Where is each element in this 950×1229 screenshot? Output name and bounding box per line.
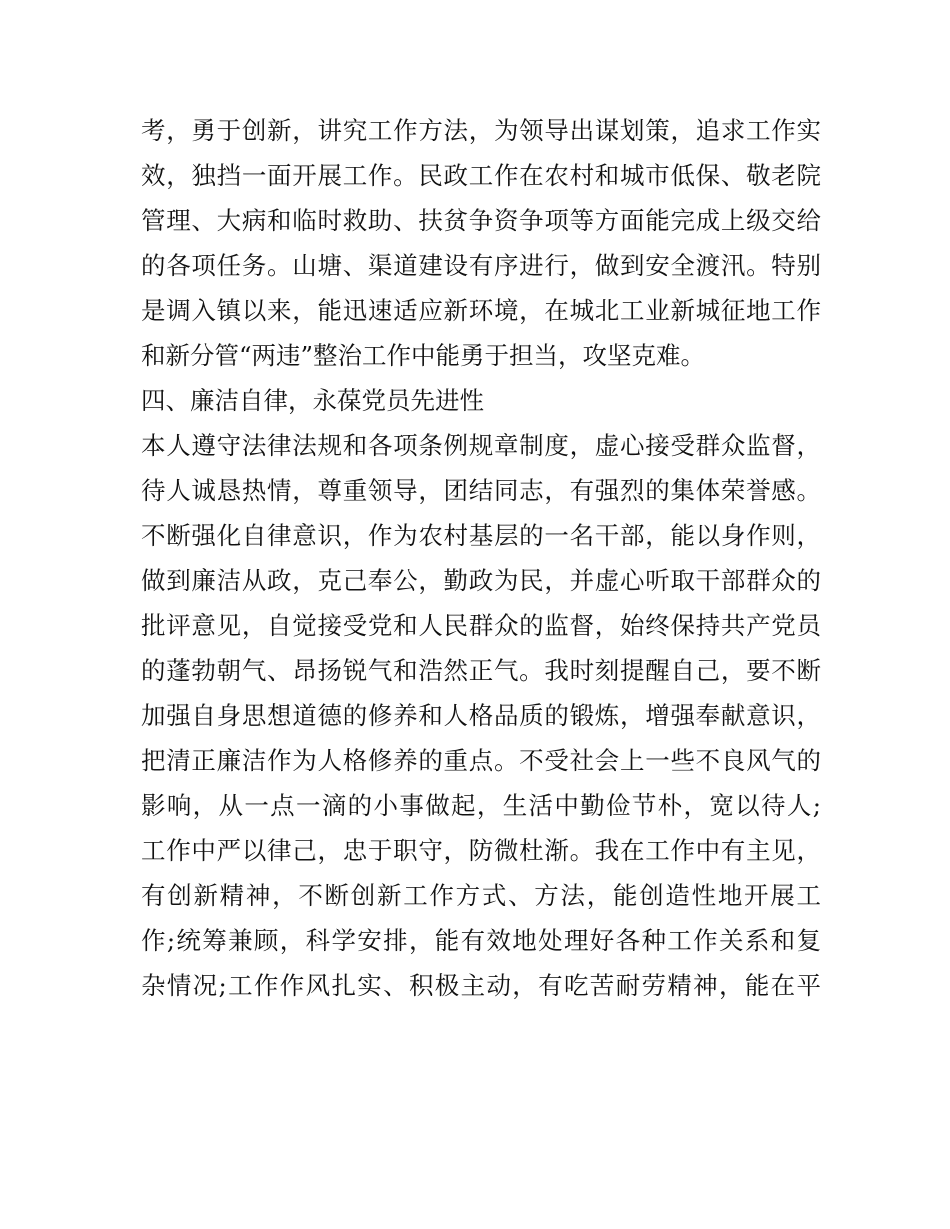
- paragraph-line: 本人遵守法律法规和各项条例规章制度，虚心接受群众监督，: [141, 431, 821, 460]
- paragraph-line: 作;统筹兼顾，科学安排，能有效地处理好各种工作关系和复: [141, 926, 821, 955]
- paragraph-continued: [141, 108, 821, 378]
- paragraph-line: 有创新精神，不断创新工作方式、方法，能创造性地开展工: [141, 881, 821, 910]
- paragraph-line: 杂情况;工作作风扎实、积极主动，有吃苦耐劳精神，能在平: [141, 971, 821, 1000]
- paragraph-line: 效，独挡一面开展工作。民政工作在农村和城市低保、敬老院: [141, 161, 821, 190]
- paragraph-line: 和新分管“两违”整治工作中能勇于担当，攻坚克难。: [141, 341, 706, 370]
- paragraph-line: 待人诚恳热情，尊重领导，团结同志，有强烈的集体荣誉感。: [141, 476, 821, 505]
- paragraph-line: 是调入镇以来，能迅速适应新环境，在城北工业新城征地工作: [141, 296, 821, 325]
- paragraph-line: 批评意见，自觉接受党和人民群众的监督，始终保持共产党员: [141, 611, 821, 640]
- paragraph-line: 管理、大病和临时救助、扶贫争资争项等方面能完成上级交给: [141, 206, 821, 235]
- paragraph-integrity: [141, 423, 821, 1008]
- paragraph-line: 影响，从一点一滴的小事做起，生活中勤俭节朴，宽以待人;: [141, 791, 821, 820]
- section-heading: 四、廉洁自律，永葆党员先进性: [141, 386, 484, 415]
- paragraph-line: 的蓬勃朝气、昂扬锐气和浩然正气。我时刻提醒自己，要不断: [141, 656, 821, 685]
- paragraph-line: 把清正廉洁作为人格修养的重点。不受社会上一些不良风气的: [141, 746, 821, 775]
- document-body: [141, 108, 821, 1008]
- paragraph-line: 工作中严以律己，忠于职守，防微杜渐。我在工作中有主见，: [141, 836, 821, 865]
- paragraph-line: 加强自身思想道德的修养和人格品质的锻炼，增强奉献意识，: [141, 701, 821, 730]
- paragraph-line: 做到廉洁从政，克己奉公，勤政为民，并虚心听取干部群众的: [141, 566, 821, 595]
- paragraph-line: 考，勇于创新，讲究工作方法，为领导出谋划策，追求工作实: [141, 116, 821, 145]
- paragraph-line: 不断强化自律意识，作为农村基层的一名干部，能以身作则，: [141, 521, 821, 550]
- paragraph-line: 的各项任务。山塘、渠道建设有序进行，做到安全渡汛。特别: [141, 251, 821, 280]
